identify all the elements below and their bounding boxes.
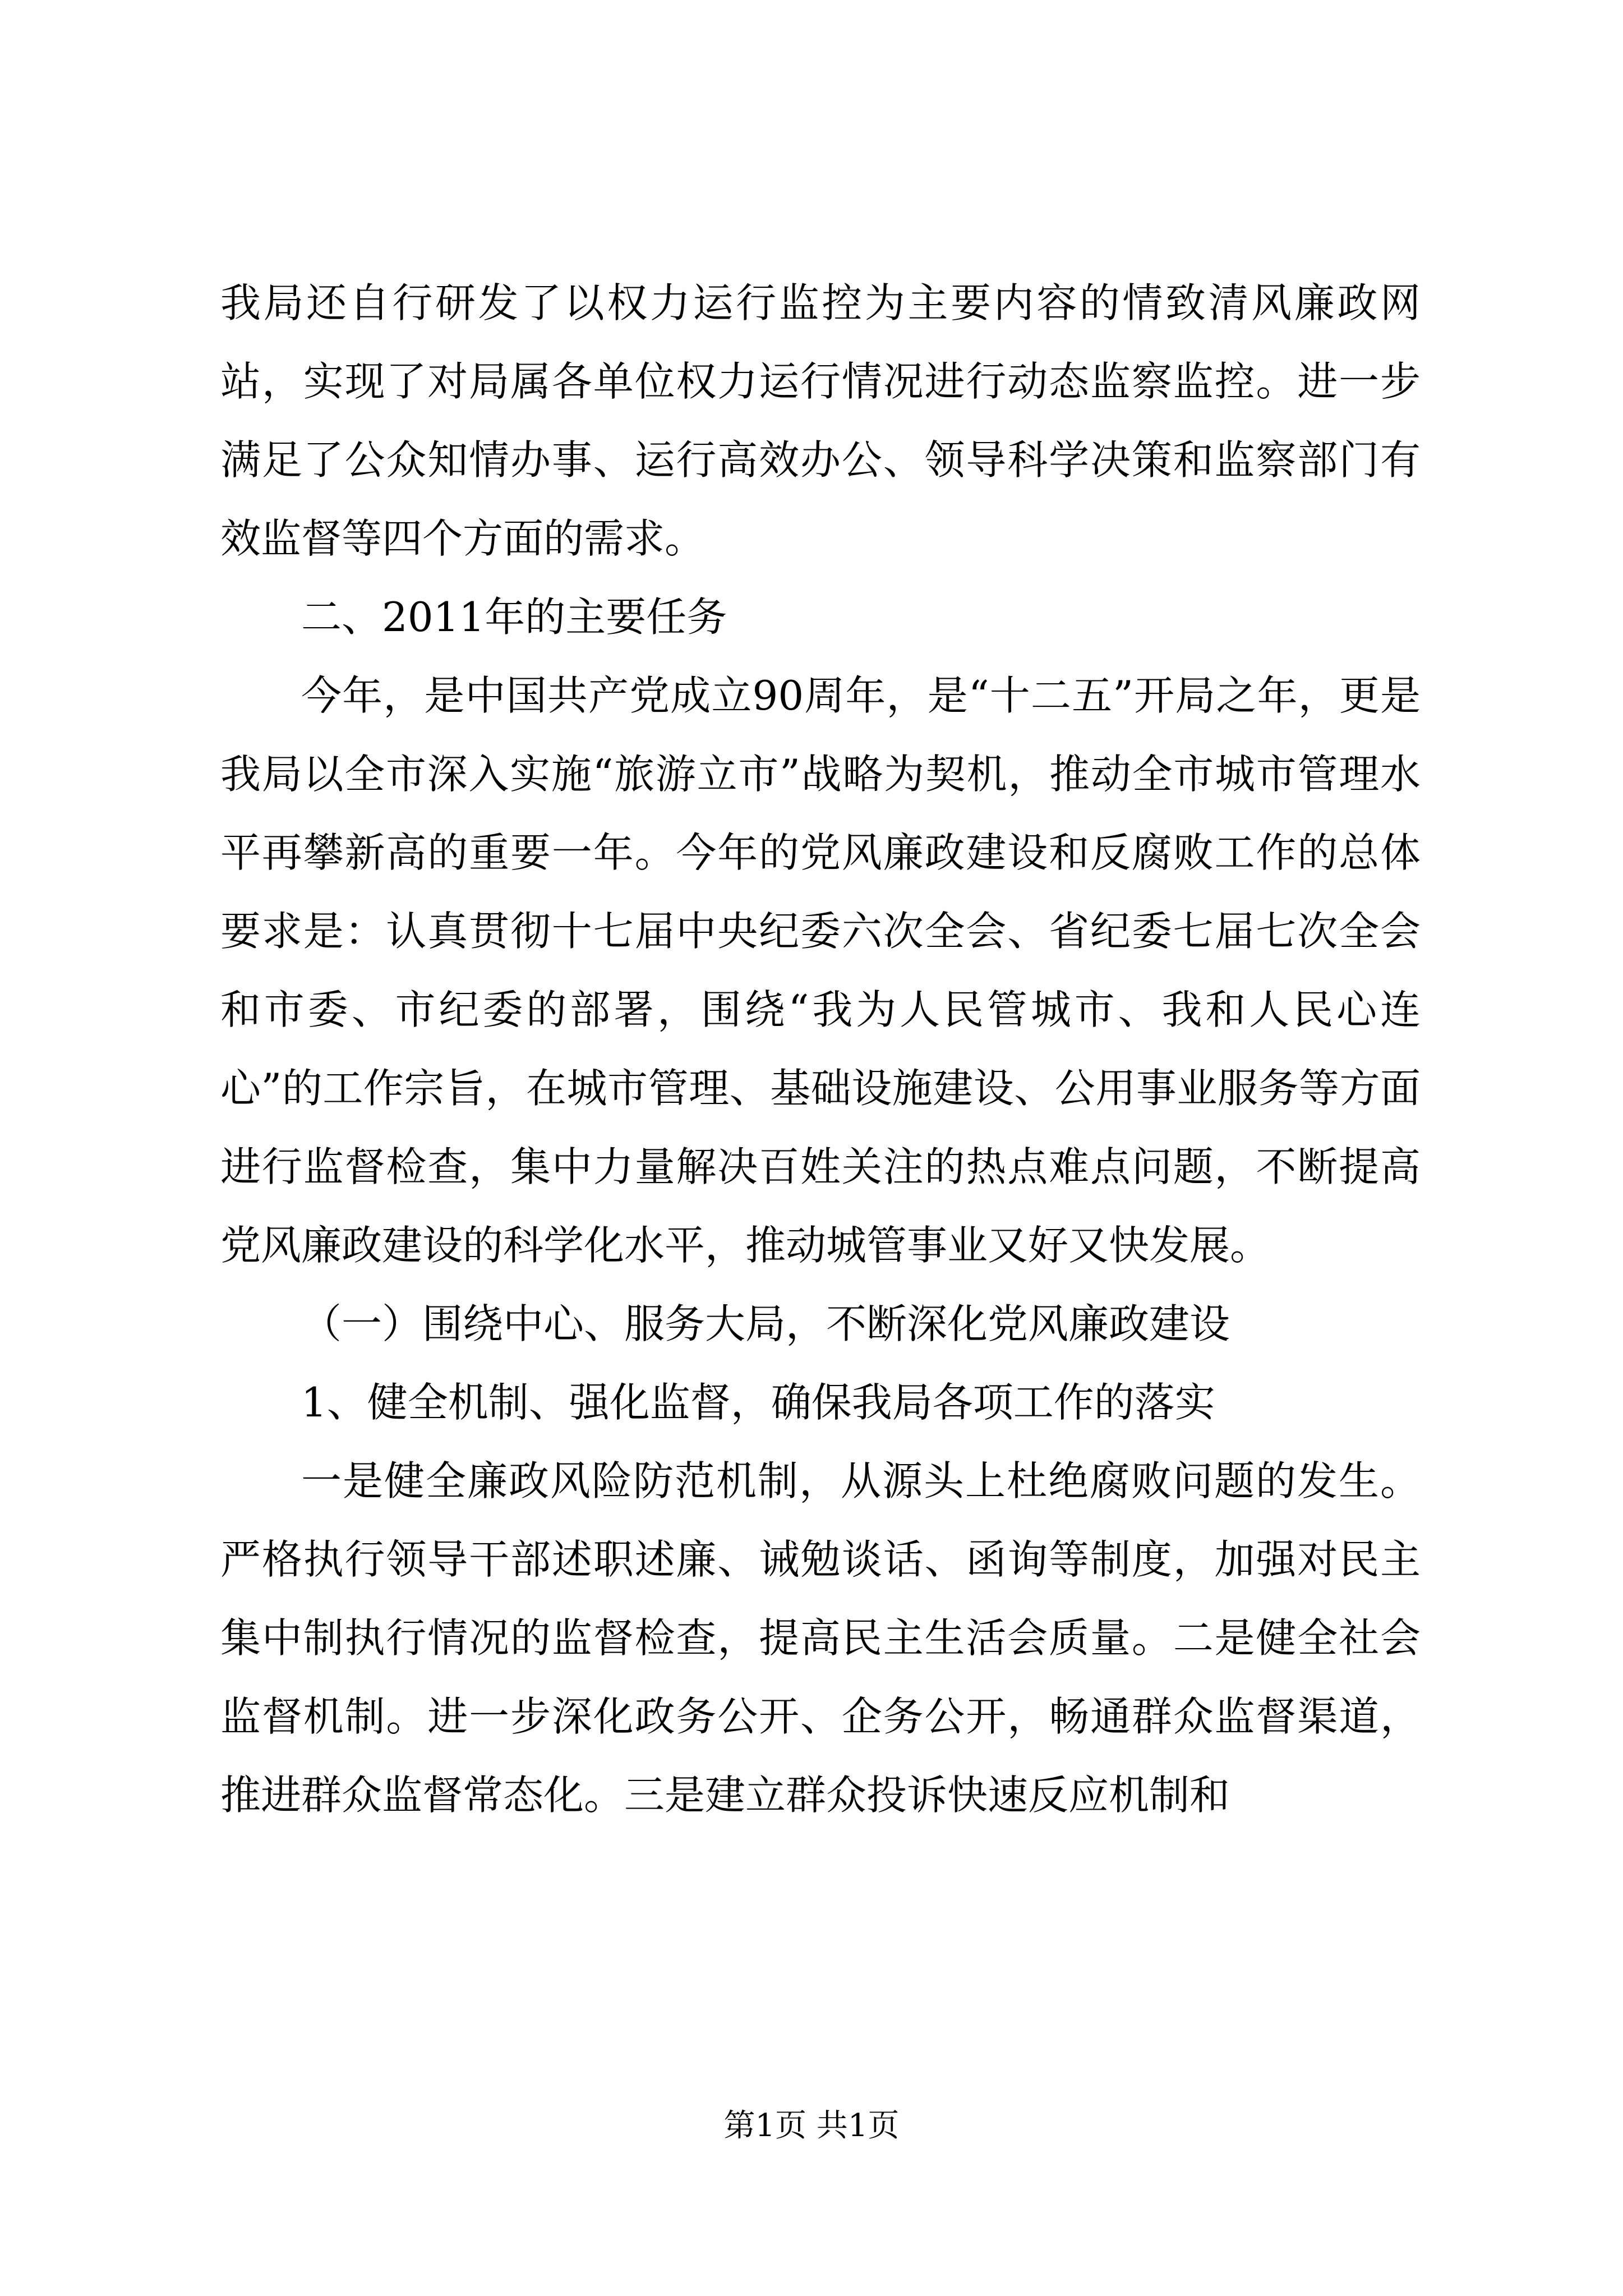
paragraph-mechanisms: 一是健全廉政风险防范机制，从源头上杜绝腐败问题的发生。严格执行领导干部述职述廉、诫勉谈话、函询等制度，加强对民主集中制执行情况的监督检查，提高民主生活会质量。二是健全社会监督机制。进一步深化政务公开、企务公开，畅通群众监督渠道，推进群众监督常态化。三是建立群众投诉快速反应机制和 — [220, 1457, 1421, 1819]
paragraph-2011-requirements: 今年，是中国共产党成立90周年，是“十二五”开局之年，更是我局以全市深入实施“旅游立市”战略为契机，推动全市城市管理水平再攀新高的重要一年。今年的党风廉政建设和反腐败工作的总体要求是：认真贯彻十七届中央纪委六次全会、省纪委七届七次全会和市委、市纪委的部署，围绕“我为人民管城市、我和人民心连心”的工作宗旨，在城市管理、基础设施建设、公用事业服务等方面进行监督检查，集中力量解决百姓关注的热点难点问题，不断提高党风廉政建设的科学化水平，推动城管事业又好又快发展。 — [220, 672, 1421, 1269]
subsection-heading-1: （一）围绕中心、服务大局，不断深化党风廉政建设 — [301, 1300, 1230, 1347]
document-body — [220, 264, 1421, 1834]
page-footer: 第1页 共1页 — [723, 2108, 900, 2144]
paragraph-1: 我局还自行研发了以权力运行监控为主要内容的情致清风廉政网站，实现了对局属各单位权力运行情况进行动态监察监控。进一步满足了公众知情办事、运行高效办公、领导科学决策和监察部门有效监督等四个方面的需求。 — [220, 279, 1421, 562]
item-heading-1: 1、健全机制、强化监督，确保我局各项工作的落实 — [301, 1379, 1215, 1426]
section-heading-main-tasks: 二、2011年的主要任务 — [301, 593, 727, 641]
